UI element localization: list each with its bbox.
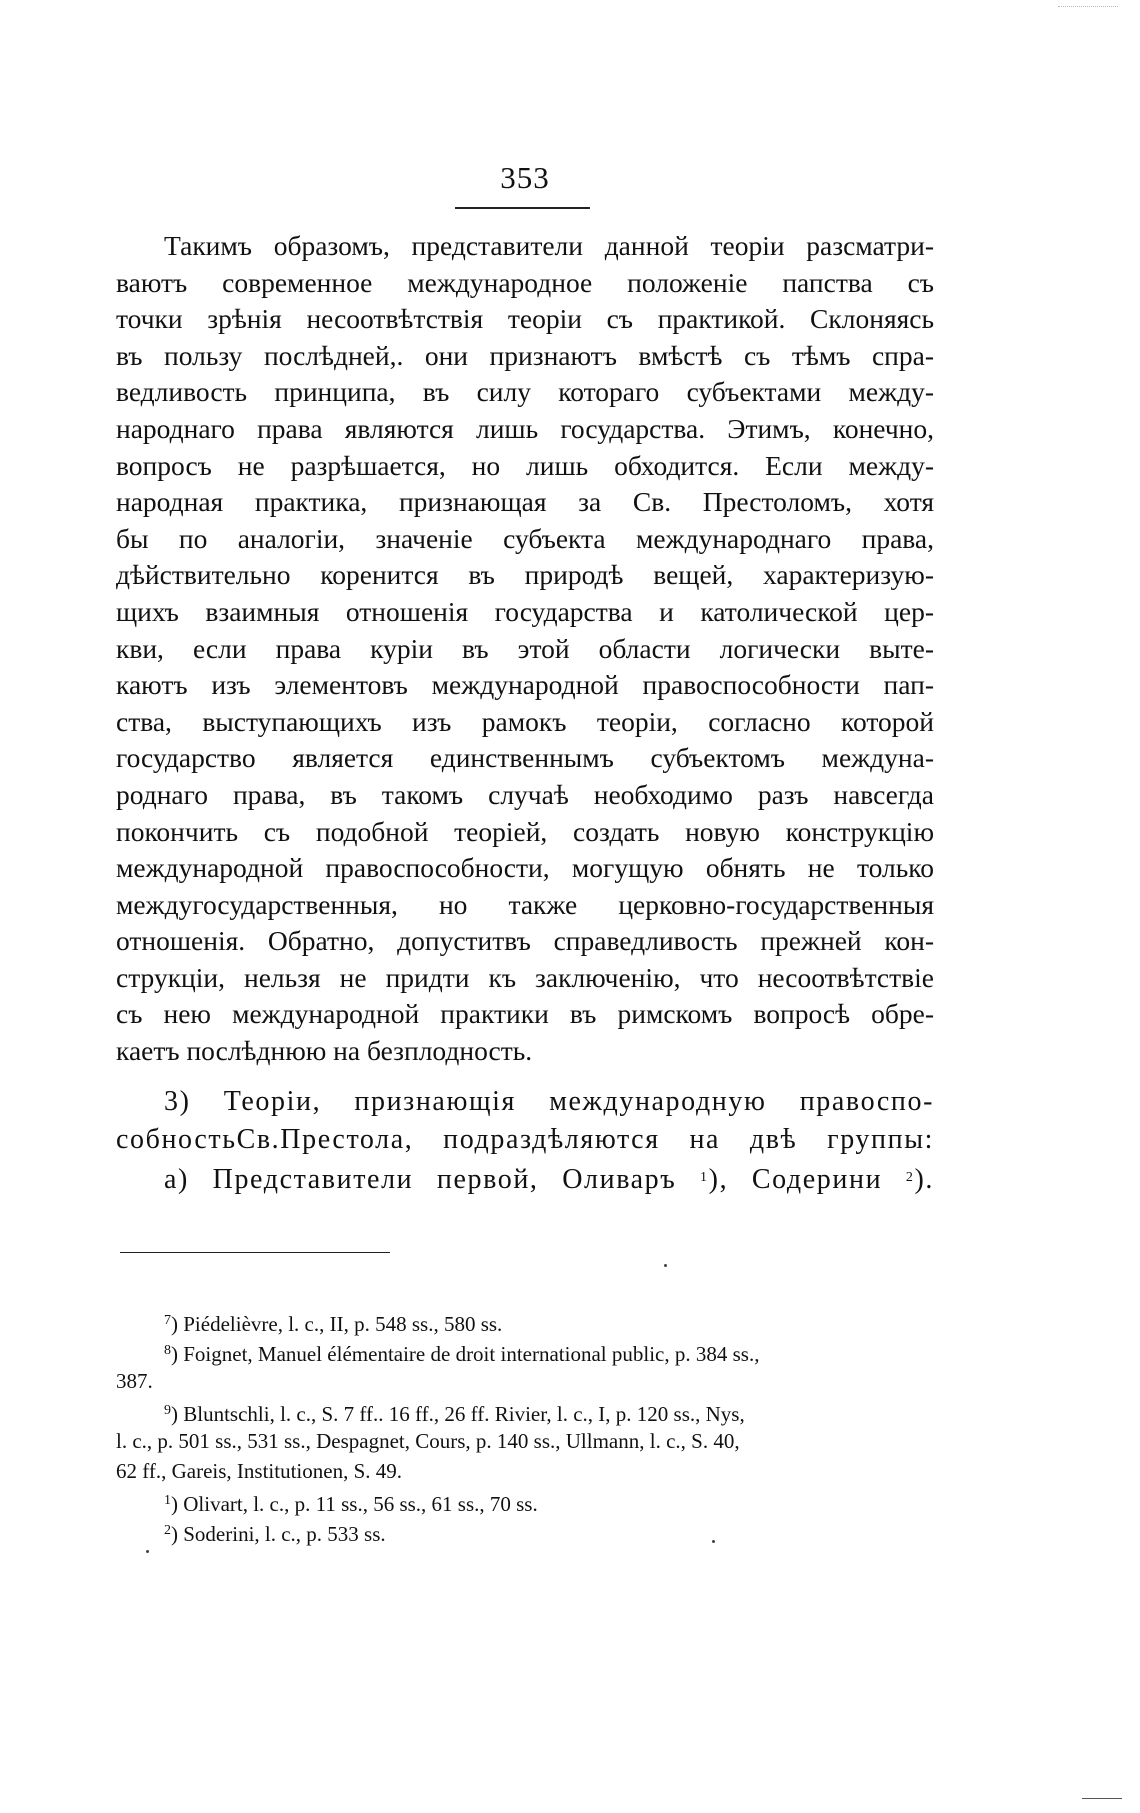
footnote-9-continuation-2: 62 ff., Gareis, Institutionen, S. 49. [116, 1459, 403, 1483]
subitem-a-footnote-mark-2: 2 [905, 1170, 915, 1185]
footnote-7-mark: 7 [164, 1313, 171, 1328]
footnote-8-text: ) Foignet, Manuel élémentaire de droit international public, p. 384 ss., [171, 1342, 760, 1366]
footnote-8-continuation: 387. [116, 1369, 153, 1393]
body-paragraph [116, 228, 934, 1070]
footnote-2 [116, 1516, 934, 1546]
footnote-9-text: ) Bluntschli, l. c., S. 7 ff.. 16 ff., 26 ff. Rivier, l. c., I, p. 120 ss., Nys, [171, 1402, 745, 1426]
body-line: съ нею международной практики въ римскомъ вопросѣ обре- [116, 998, 934, 1030]
body-line: народнаго права являются лишь государства. Этимъ, конечно, [116, 412, 934, 444]
body-line: кви, если права куріи въ этой области логически выте- [116, 632, 934, 664]
body-line: каютъ изъ элементовъ международной правоспособности пап- [116, 669, 934, 701]
scan-speck [146, 1550, 149, 1553]
body-line: отношенія. Обратно, допуститвъ справедливость прежней кон- [116, 925, 934, 957]
scan-speck [664, 1264, 667, 1267]
body-line: народная практика, признающая за Св. Престоломъ, хотя [116, 486, 934, 518]
body-line: струкціи, нельзя не придти къ заключенію, что несоотвѣтствіе [116, 961, 934, 993]
footnote-1-mark: 1 [164, 1493, 171, 1508]
body-line: въ пользу послѣдней,. они признаютъ вмѣстѣ съ тѣмъ спра- [116, 339, 934, 371]
body-line: щихъ взаимныя отношенія государства и католической цер- [116, 595, 934, 627]
footnote-9-continuation: l. c., p. 501 ss., 531 ss., Despagnet, Cours, p. 140 ss., Ullmann, l. c., S. 40, [116, 1429, 740, 1453]
body-line: роднаго права, въ такомъ случаѣ необходимо разъ навсегда [116, 778, 934, 810]
scan-corner-mark [1082, 1798, 1122, 1799]
body-line: вопросъ не разрѣшается, но лишь обходится. Если между- [116, 449, 934, 481]
footnote-7-text: ) Piédelièvre, l. c., II, p. 548 ss., 580 ss. [171, 1312, 503, 1336]
subitem-a-end: ). [914, 1164, 934, 1195]
subitem-a-text: а) Представители первой, Оливаръ [164, 1164, 701, 1195]
footnote-2-mark: 2 [164, 1523, 171, 1538]
body-line: дѣйствительно коренится въ природѣ вещей, характеризую- [116, 559, 934, 591]
body-line: международной правоспособности, могущую обнять не только [116, 852, 934, 884]
body-line: ваютъ современное международное положеніе папства съ [116, 266, 934, 298]
footnote-9-mark: 9 [164, 1403, 171, 1418]
footnote-1-text: ) Olivart, l. c., p. 11 ss., 56 ss., 61 ss., 70 ss. [171, 1492, 538, 1516]
body-line: покончить съ подобной теоріей, создать новую конструкцію [116, 815, 934, 847]
body-line: точки зрѣнія несоотвѣтствія теоріи съ практикой. Склоняясь [116, 303, 934, 335]
footnote-rule [120, 1252, 390, 1253]
scan-edge-mark [1058, 6, 1118, 7]
body-line: ства, выступающихъ изъ рамокъ теоріи, согласно которой [116, 705, 934, 737]
body-line: ведливость принципа, въ силу котораго субъектами между- [116, 376, 934, 408]
footnote-2-text: ) Soderini, l. c., p. 533 ss. [171, 1522, 386, 1546]
body-line: каетъ послѣднюю на безплодность. [116, 1035, 533, 1067]
footnote-9 [116, 1396, 934, 1426]
body-line: государство является единственнымъ субъектомъ междуна- [116, 742, 934, 774]
subitem-a-footnote-mark-1: 1 [700, 1170, 709, 1185]
body-line: бы по аналогіи, значеніе субъекта международнаго права, [116, 522, 934, 554]
footnotes [116, 1306, 934, 1546]
body-line: Такимъ образомъ, представители данной теоріи разсматри- [164, 230, 934, 261]
section-3 [116, 1083, 934, 1197]
section-3-line-1: 3) Теоріи, признающія международную правоспо- [164, 1086, 934, 1117]
footnote-8-mark: 8 [164, 1343, 171, 1358]
footnote-1 [116, 1486, 934, 1516]
footnote-8 [116, 1336, 934, 1366]
footnote-7 [116, 1306, 934, 1336]
header-rule [455, 207, 590, 209]
page-number: 353 [500, 160, 550, 195]
subitem-a-mid: ), Содерини [708, 1164, 906, 1195]
body-line: междугосударственныя, но также церковно-государственныя [116, 888, 934, 920]
section-3-subitem-a [116, 1159, 934, 1197]
section-3-line-2: собностьСв.Престола, подраздѣляются на двѣ группы: [116, 1124, 934, 1155]
